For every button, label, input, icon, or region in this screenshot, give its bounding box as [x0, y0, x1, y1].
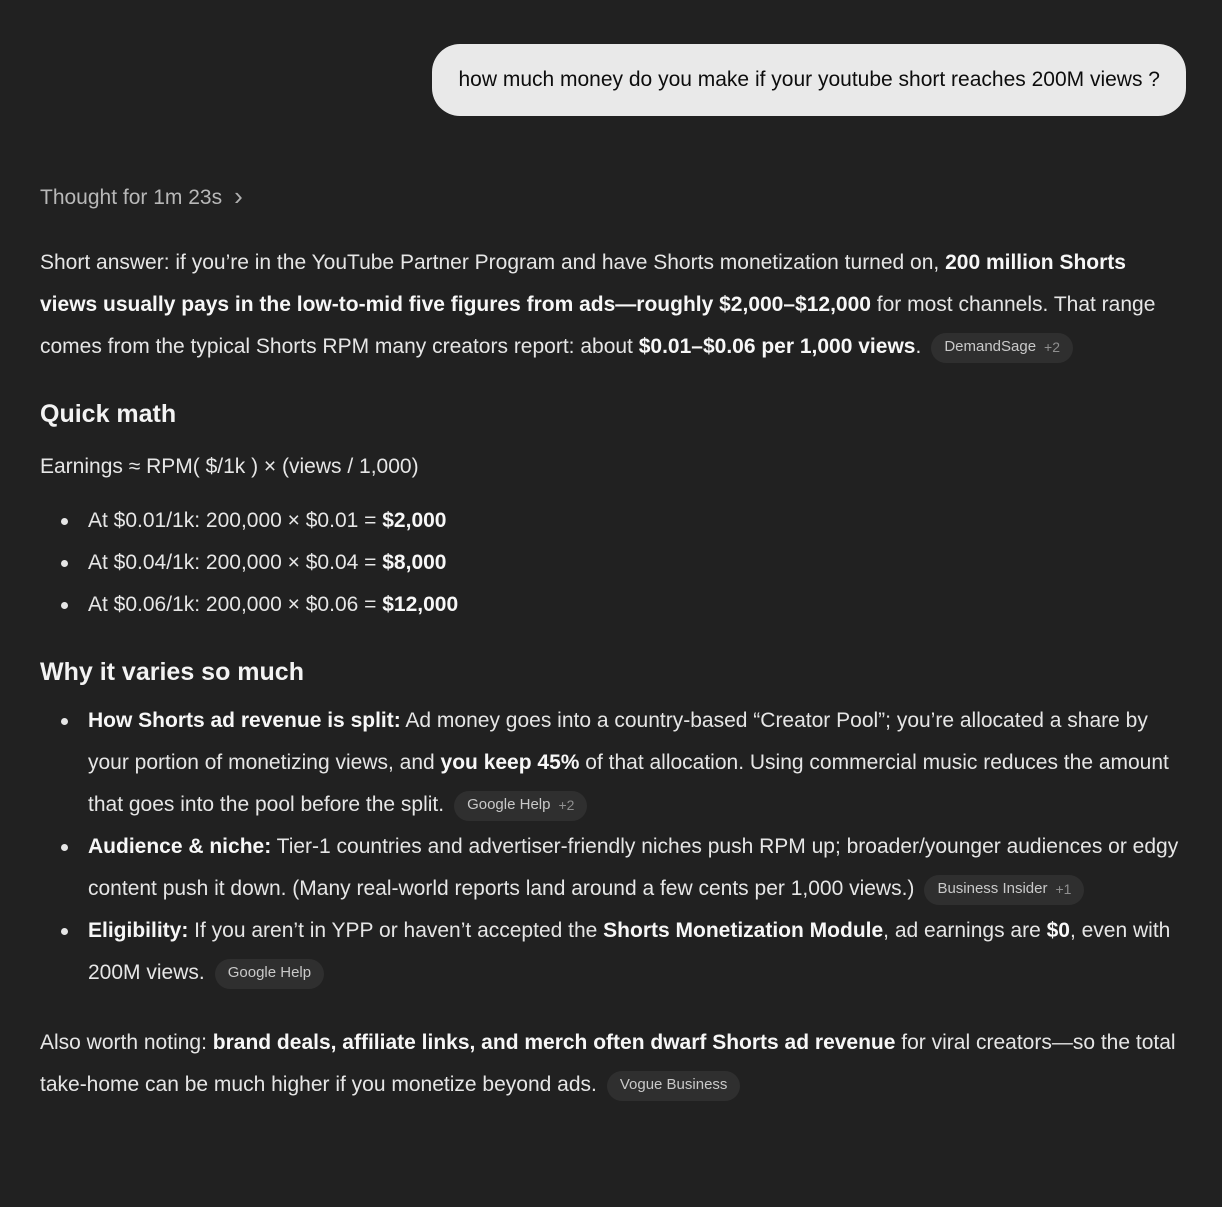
- list-item-text: [88, 551, 446, 574]
- citation-pill[interactable]: [215, 959, 324, 989]
- bold-text: Audience & niche:: [88, 835, 272, 858]
- citation-pill[interactable]: [924, 875, 1084, 905]
- list-item: [40, 500, 1186, 542]
- list-item-text: [88, 919, 1170, 984]
- intro-paragraph: [40, 242, 1186, 368]
- text: .: [915, 335, 922, 358]
- bold-text: $8,000: [382, 551, 447, 574]
- bold-text: Eligibility:: [88, 919, 189, 942]
- text: If you aren’t in YPP or haven’t accepted the: [188, 919, 604, 942]
- user-message-text: how much money do you make if your youtube short reaches 200M views ?: [458, 68, 1160, 91]
- text: Tier-1 countries and advertiser-friendly niches push RPM up; broader/younger audiences or edgy content push it down. (Many real-world reports land around a few cents per 1,000 views.): [88, 835, 1179, 900]
- bold-text: $2,000: [382, 509, 447, 532]
- bold-text: How Shorts ad revenue is split:: [88, 709, 401, 732]
- heading-why-it-varies: Why it varies so much: [40, 658, 304, 686]
- list-item: [40, 700, 1186, 826]
- heading-quick-math: Quick math: [40, 400, 177, 428]
- bullet-dot-icon: [61, 928, 68, 935]
- bullet-dot-icon: [61, 718, 68, 725]
- user-message-bubble: [432, 44, 1186, 116]
- bold-text: $12,000: [382, 593, 459, 616]
- formula-line: Earnings ≈ RPM( $/1k ) × (views / 1,000): [40, 455, 419, 478]
- bullet-dot-icon: [61, 560, 68, 567]
- closing-paragraph: [40, 1022, 1186, 1106]
- text: Short answer: if you’re in the YouTube Partner Program and have Shorts monetization turned on,: [40, 251, 946, 274]
- text: At $0.06/1k: 200,000 × $0.06 =: [88, 593, 383, 616]
- text: , ad earnings are: [883, 919, 1047, 942]
- list-item: [40, 542, 1186, 584]
- bold-text: brand deals, affiliate links, and merch often dwarf Shorts ad revenue: [212, 1031, 896, 1054]
- citation-count: +2: [558, 797, 575, 813]
- list-item-text: [88, 835, 1178, 900]
- text: for most channels. That range comes from the typical Shorts RPM many creators report: about: [40, 293, 1156, 358]
- list-item: [40, 910, 1186, 994]
- text: for viral creators—so the total take-home can be much higher if you monetize beyond ads.: [40, 1031, 1176, 1096]
- citation-count: +2: [1044, 339, 1061, 355]
- citation-source: Google Help: [227, 964, 312, 981]
- citation-source: Google Help: [467, 796, 551, 813]
- text: Ad money goes into a country-based “Creator Pool”; you’re allocated a share by your portion of monetizing views, and: [88, 709, 1148, 774]
- thought-toggle[interactable]: [40, 181, 243, 212]
- text: At $0.01/1k: 200,000 × $0.01 =: [88, 509, 383, 532]
- text: , even with 200M views.: [88, 919, 1171, 984]
- list-item-text: [88, 709, 1169, 816]
- bold-text: $0.01–$0.06 per 1,000 views: [638, 335, 916, 358]
- citation-pill[interactable]: [607, 1071, 741, 1101]
- bold-text: Shorts Monetization Module: [603, 919, 884, 942]
- assistant-message: [40, 242, 1186, 1106]
- bold-text: $0: [1046, 919, 1070, 942]
- text: Also worth noting:: [40, 1031, 213, 1054]
- bullet-dot-icon: [61, 602, 68, 609]
- chevron-right-icon: ›: [234, 181, 243, 211]
- thought-label: Thought for 1m 23s: [40, 186, 223, 209]
- citation-source: Vogue Business: [619, 1076, 728, 1093]
- list-item-text: [88, 509, 446, 532]
- list-item: [40, 826, 1186, 910]
- bold-text: you keep 45%: [440, 751, 580, 774]
- list-item-text: [88, 593, 458, 616]
- bullet-dot-icon: [61, 844, 68, 851]
- text: At $0.04/1k: 200,000 × $0.04 =: [88, 551, 383, 574]
- bold-text: 200 million Shorts views usually pays in the low-to-mid five figures from ads—roughly $2,000–$12,000: [40, 251, 1126, 316]
- citation-source: DemandSage: [944, 338, 1037, 355]
- citation-count: +1: [1055, 881, 1072, 897]
- user-message-row: [40, 44, 1186, 116]
- list-item: [40, 584, 1186, 626]
- why-list: [40, 700, 1186, 994]
- text: of that allocation. Using commercial music reduces the amount that goes into the pool before the split.: [88, 751, 1169, 816]
- bullet-dot-icon: [61, 518, 68, 525]
- citation-source: Business Insider: [937, 880, 1048, 897]
- citation-pill[interactable]: [454, 791, 587, 821]
- citation-pill[interactable]: [931, 333, 1073, 363]
- quick-math-list: [40, 500, 1186, 626]
